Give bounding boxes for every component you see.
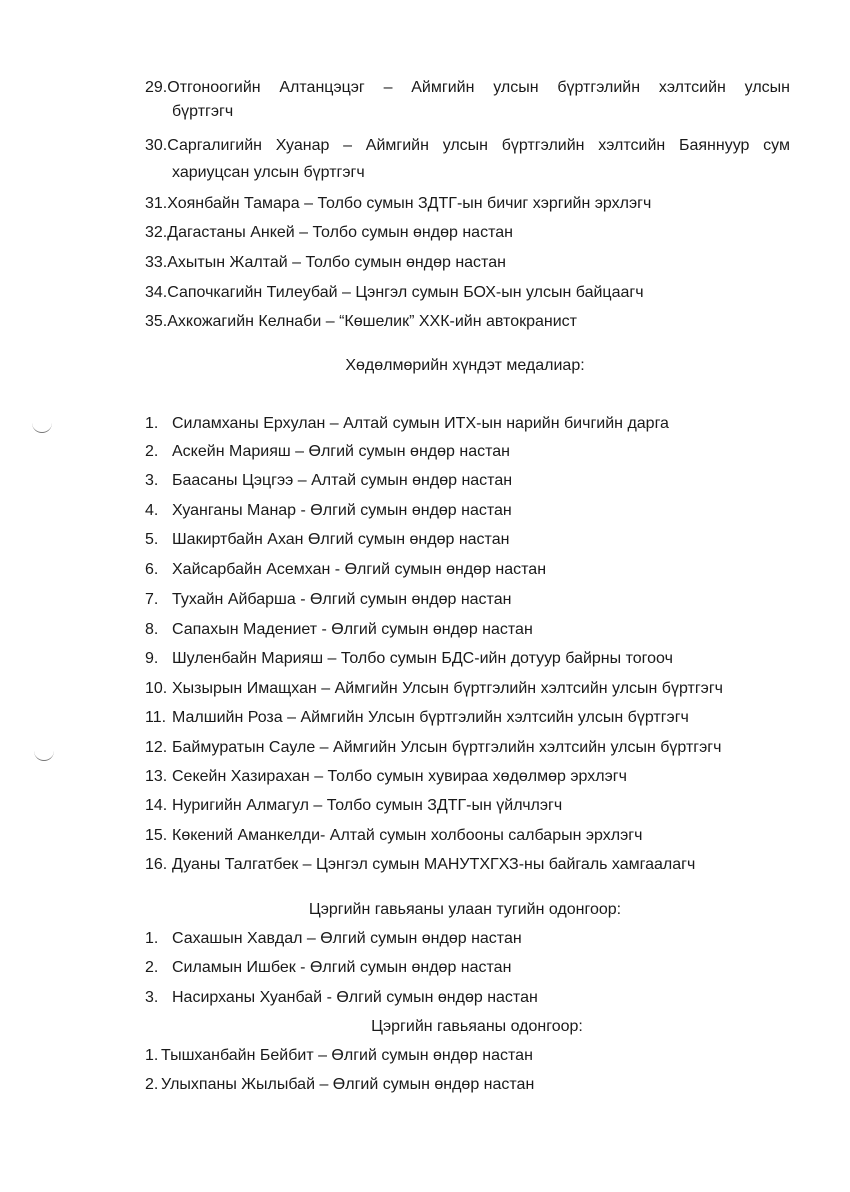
item-number: 10.: [145, 680, 168, 697]
item-text: Хайсарбайн Асемхан - Өлгий сумын өндөр настан: [172, 561, 547, 578]
item-number: 4.: [145, 502, 159, 519]
item-text: Хоянбайн Тамара – Толбо сумын ЗДТГ-ын бичиг хэргийн эрхлэгч: [167, 195, 652, 212]
item-number: 1.: [145, 930, 159, 947]
item-number: 11.: [145, 709, 167, 726]
item-text: Силамын Ишбек - Өлгий сумын өндөр настан: [172, 959, 512, 976]
section-heading-red-banner: Цэргийн гавьяаны улаан тугийн одонгоор:: [308, 901, 622, 918]
item-text: Нуригийн Алмагул – Толбо сумын ЗДТГ-ын үйлчлэгч: [172, 797, 563, 814]
item-number: 13.: [145, 768, 168, 785]
item-number: 1.: [145, 415, 159, 432]
list-item-33: [145, 253, 506, 273]
item-number: 2.: [145, 959, 159, 976]
item-number: 29.: [145, 79, 168, 96]
list-item-35: [145, 312, 577, 332]
labor-item-4: [145, 501, 512, 521]
labor-item-10: [145, 679, 723, 699]
item-number: 33.: [145, 254, 168, 271]
red-banner-item-3: [145, 988, 538, 1008]
labor-item-9: [145, 649, 673, 669]
item-number: 31.: [145, 195, 168, 212]
item-text: Малшийн Роза – Аймгийн Улсын бүртгэлийн хэлтсийн улсын бүртгэгч: [172, 709, 689, 726]
labor-item-15: [145, 826, 642, 846]
military-item-1: [145, 1046, 533, 1066]
labor-item-1: [145, 414, 669, 434]
item-text: Шуленбайн Марияш – Толбо сумын БДС-ийн дотуур байрны тогооч: [172, 650, 673, 667]
item-text: Улыхпаны Жылыбай – Өлгий сумын өндөр настан: [161, 1076, 535, 1093]
punch-hole-mark: [34, 748, 54, 761]
item-number: 2.: [145, 1076, 159, 1093]
item-number: 2.: [145, 443, 159, 460]
item-number: 8.: [145, 621, 159, 638]
section-heading-labor-medal: Хөдөлмөрийн хүндэт медалиар:: [345, 357, 585, 374]
labor-item-7: [145, 590, 511, 610]
list-item-31: [145, 194, 651, 214]
labor-item-14: [145, 796, 562, 816]
item-number: 12.: [145, 739, 168, 756]
labor-item-5: [145, 530, 509, 550]
labor-item-16: [145, 855, 695, 875]
item-text: Ахытын Жалтай – Толбо сумын өндөр настан: [167, 254, 506, 271]
item-number: 6.: [145, 561, 159, 578]
list-item-29-continuation: бүртгэгч: [172, 103, 234, 120]
item-text: Аскейн Марияш – Өлгий сумын өндөр настан: [172, 443, 510, 460]
item-text: Насирханы Хуанбай - Өлгий сумын өндөр настан: [172, 989, 538, 1006]
list-item-32: [145, 223, 513, 243]
labor-item-6: [145, 560, 546, 580]
item-text: Тухайн Айбарша - Өлгий сумын өндөр настан: [172, 591, 512, 608]
item-number: 9.: [145, 650, 159, 667]
item-text: Сапахын Мадениет - Өлгий сумын өндөр настан: [172, 621, 533, 638]
red-banner-item-2: [145, 958, 511, 978]
item-text: Көкений Аманкелди- Алтай сумын холбооны салбарын эрхлэгч: [172, 827, 643, 844]
punch-hole-mark: [32, 420, 52, 433]
item-text: Силамханы Ерхулан – Алтай сумын ИТХ-ын нарийн бичгийн дарга: [172, 415, 669, 432]
item-number: 3.: [145, 472, 159, 489]
red-banner-item-1: [145, 929, 522, 949]
item-number: 34.: [145, 284, 168, 301]
item-text: Дуаны Талгатбек – Цэнгэл сумын МАНУТХГХЗ-ны байгаль хамгаалагч: [172, 856, 696, 873]
item-number: 7.: [145, 591, 159, 608]
item-text: Отгоноогийн Алтанцэцэг – Аймгийн улсын бүртгэлийн хэлтсийн улсын: [167, 79, 790, 96]
item-number: 35.: [145, 313, 168, 330]
item-number: 1.: [145, 1047, 159, 1064]
section-heading-military-order: Цэргийн гавьяаны одонгоор:: [371, 1018, 583, 1035]
item-text: Сапочкагийн Тилеубай – Цэнгэл сумын БОХ-ын улсын байцаагч: [167, 284, 644, 301]
item-number: 30.: [145, 137, 168, 154]
labor-item-3: [145, 471, 512, 491]
item-text: Тышханбайн Бейбит – Өлгий сумын өндөр настан: [161, 1047, 533, 1064]
labor-item-2: [145, 442, 510, 462]
item-text: Сахашын Хавдал – Өлгий сумын өндөр настан: [172, 930, 522, 947]
labor-item-13: [145, 767, 627, 787]
list-item-34: [145, 283, 644, 303]
item-text: Хуанганы Манар - Өлгий сумын өндөр настан: [172, 502, 512, 519]
labor-item-12: [145, 738, 721, 758]
item-text: Дагастаны Анкей – Толбо сумын өндөр настан: [167, 224, 513, 241]
item-number: 5.: [145, 531, 159, 548]
item-number: 3.: [145, 989, 159, 1006]
list-item-30-continuation: хариуцсан улсын бүртгэгч: [172, 164, 365, 181]
item-number: 15.: [145, 827, 168, 844]
list-item-30: [145, 136, 790, 156]
item-number: 14.: [145, 797, 168, 814]
item-text: Ахкожагийн Келнаби – “Көшелик” ХХК-ийн автокранист: [167, 313, 577, 330]
item-text: Секейн Хазирахан – Толбо сумын хувираа хөдөлмөр эрхлэгч: [172, 768, 627, 785]
labor-item-8: [145, 620, 533, 640]
item-text: Саргалигийн Хуанар – Аймгийн улсын бүртгэлийн хэлтсийн Баяннуур сум: [167, 137, 790, 154]
list-item-29: [145, 78, 790, 98]
item-text: Баасаны Цэцгээ – Алтай сумын өндөр настан: [172, 472, 513, 489]
item-text: Шакиртбайн Ахан Өлгий сумын өндөр настан: [172, 531, 510, 548]
labor-item-11: [145, 708, 689, 728]
military-item-2: [145, 1075, 534, 1095]
item-text: Баймуратын Сауле – Аймгийн Улсын бүртгэлийн хэлтсийн улсын бүртгэгч: [172, 739, 722, 756]
item-text: Хызырын Имащхан – Аймгийн Улсын бүртгэлийн хэлтсийн улсын бүртгэгч: [172, 680, 724, 697]
item-number: 16.: [145, 856, 168, 873]
item-number: 32.: [145, 224, 168, 241]
